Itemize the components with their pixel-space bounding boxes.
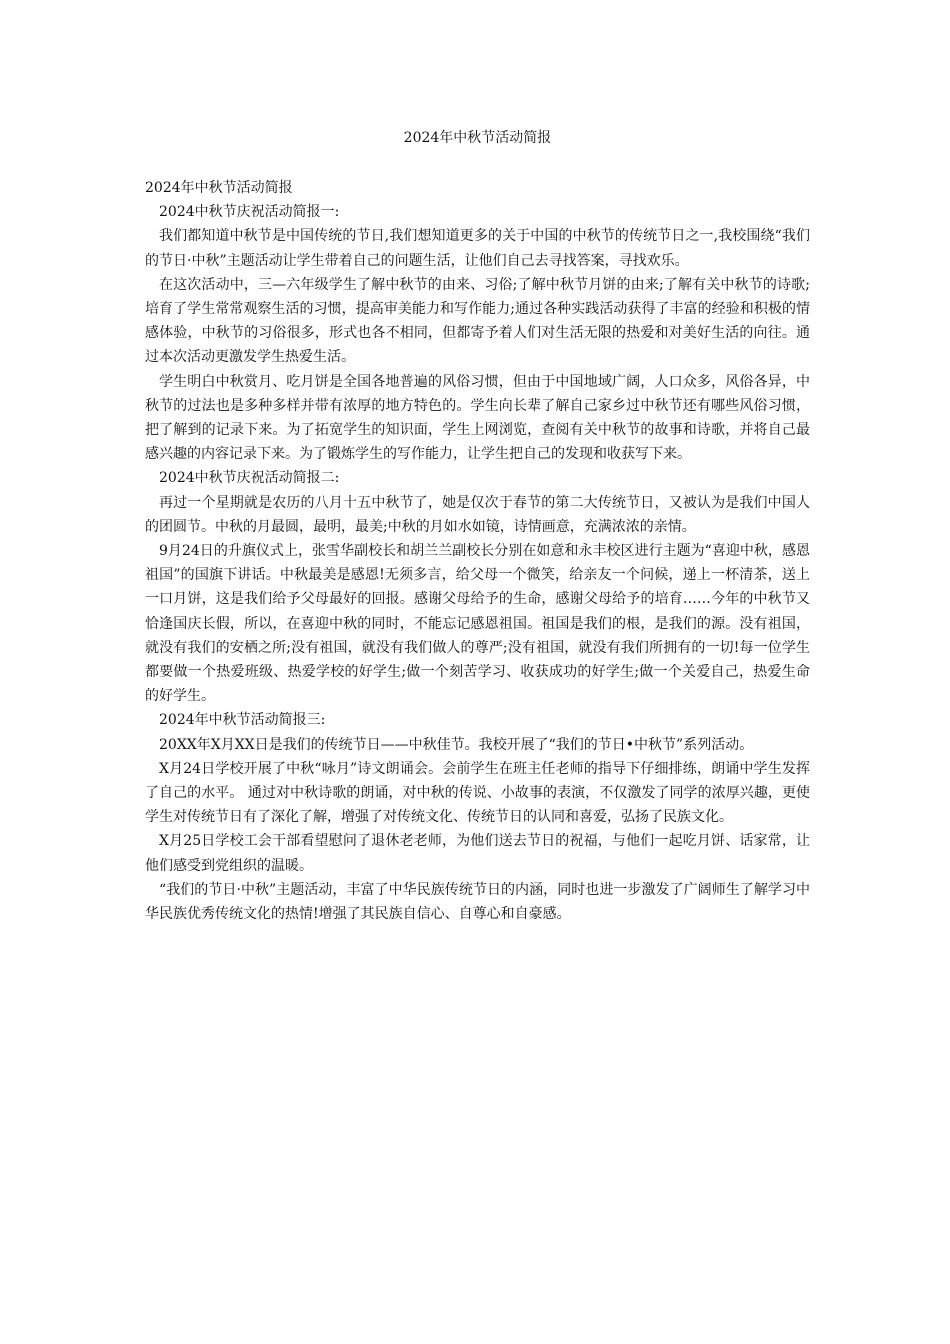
document-title: 2024年中秋节活动简报 [403, 130, 552, 146]
body-paragraph: 在这次活动中，三—六年级学生了解中秋节的由来、习俗;了解中秋节月饼的由来;了解有关中秋节的诗歌;培育了学生常常观察生活的习惯，提高审美能力和写作能力;通过各种实践活动获得了丰富的经验和积极的情感体验，中秋节的习俗很多，形式也各不相同，但都寄予着人们对生活无限的热爱和对美好生活的向往。通过本次活动更激发学生热爱生活。 [145, 276, 810, 366]
body-paragraph: 再过一个星期就是农历的八月十五中秋节了，她是仅次于春节的第二大传统节日，又被认为是我们中国人的团圆节。中秋的月最圆，最明，最美;中秋的月如水如镜，诗情画意，充满浓浓的亲情。 [145, 494, 810, 535]
body-paragraph: 我们都知道中秋节是中国传统的节日,我们想知道更多的关于中国的中秋节的传统节日之一,我校围绕“我们的节日·中秋”主题活动让学生带着自己的问题生活，让他们自己去寻找答案，寻找欢乐。 [145, 228, 810, 269]
section-heading-1: 2024中秋节庆祝活动简报一: [159, 204, 340, 221]
body-paragraph: X月24日学校开展了中秋“咏月”诗文朗诵会。会前学生在班主任老师的指导下仔细排练，朗诵中学生发挥了自己的水平。 通过对中秋诗歌的朗诵，对中秋的传说、小故事的表演，不仅激发了同学的浓厚兴趣，更使学生对传统节日有了深化了解，增强了对传统文化、传统节日的认同和喜爱，弘扬了民族文化。 [145, 760, 810, 826]
document-body [145, 176, 810, 926]
body-paragraph: 学生明白中秋赏月、吃月饼是全国各地普遍的风俗习惯，但由于中国地域广阔，人口众多，风俗各异，中秋节的过法也是多种多样并带有浓厚的地方特色的。学生向长辈了解自己家乡过中秋节还有哪些风俗习惯，把了解到的记录下来。为了拓宽学生的知识面，学生上网浏览，查阅有关中秋节的故事和诗歌，并将自己最感兴趣的内容记录下来。为了锻炼学生的写作能力，让学生把自己的发现和收获写下来。 [145, 373, 810, 463]
body-paragraph: 9月24日的升旗仪式上，张雪华副校长和胡兰兰副校长分别在如意和永丰校区进行主题为“喜迎中秋，感恩祖国”的国旗下讲话。中秋最美是感恩!无须多言，给父母一个微笑，给亲友一个问候，递上一杯清茶，送上一口月饼，这是我们给予父母最好的回报。感谢父母给予的生命，感谢父母给予的培育……今年的中秋节又恰逢国庆长假，所以，在喜迎中秋的同时，不能忘记感恩祖国。祖国是我们的根，是我们的源。没有祖国，就没有我们的安栖之所;没有祖国，就没有我们做人的尊严;没有祖国，就没有我们所拥有的一切!每一位学生都要做一个热爱班级、热爱学校的好学生;做一个刻苦学习、收获成功的好学生;做一个关爱自己，热爱生命的好学生。 [145, 543, 810, 705]
document-heading-repeat: 2024年中秋节活动简报 [145, 180, 293, 196]
body-paragraph: X月25日学校工会干部看望慰问了退休老老师，为他们送去节日的祝福，与他们一起吃月饼、话家常，让他们感受到党组织的温暖。 [145, 833, 810, 874]
section-heading-3: 2024年中秋节活动简报三: [159, 712, 326, 729]
section-heading-2: 2024中秋节庆祝活动简报二: [159, 470, 340, 487]
body-paragraph: 20XX年X月XX日是我们的传统节日——中秋佳节。我校开展了“我们的节日•中秋节”系列活动。 [159, 736, 754, 753]
body-paragraph: “我们的节日·中秋”主题活动，丰富了中华民族传统节日的内涵，同时也进一步激发了广阔师生了解学习中华民族优秀传统文化的热情!增强了其民族自信心、自尊心和自豪感。 [145, 881, 810, 923]
